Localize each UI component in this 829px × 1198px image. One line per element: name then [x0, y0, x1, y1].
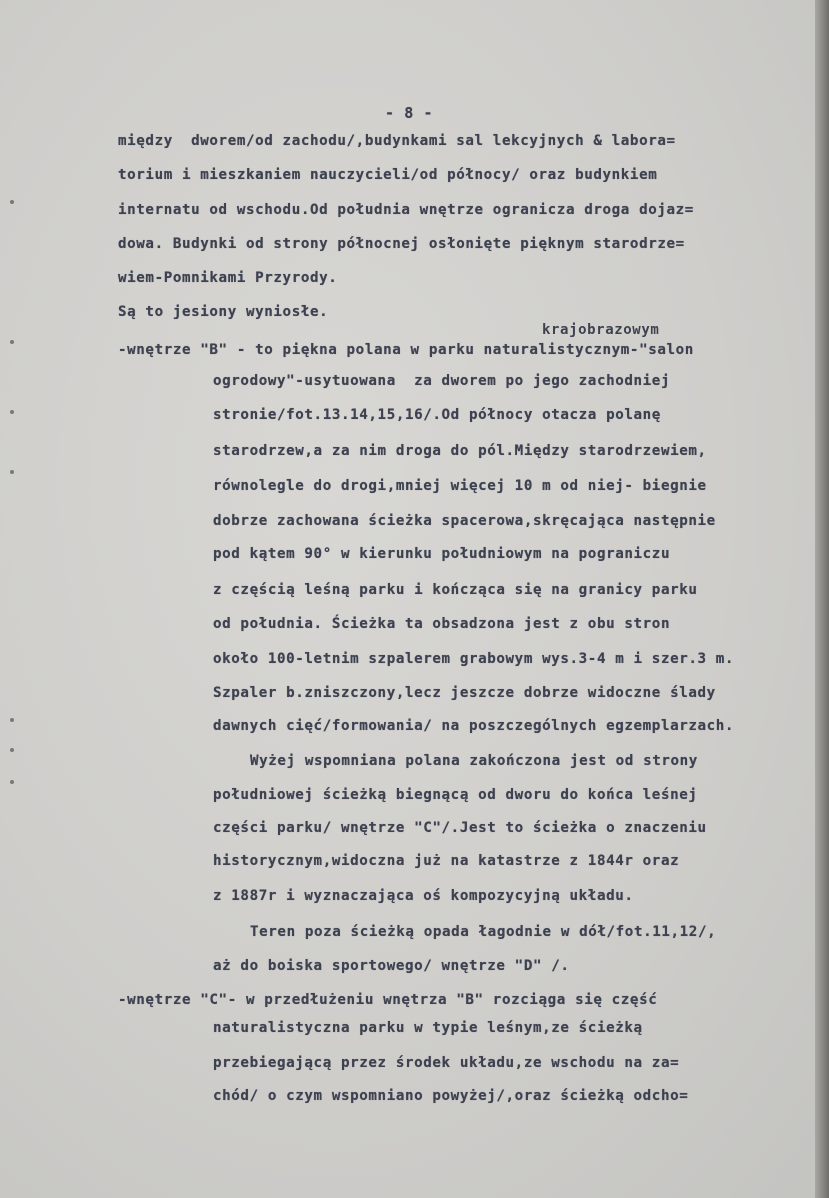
text-line: między dworem/od zachodu/,budynkami sal lekcyjnych & labora=	[118, 133, 676, 149]
text-line: dawnych cięć/formowania/ na poszczególnych egzemplarzach.	[213, 718, 735, 734]
text-line: południowej ścieżką biegnącą od dworu do końca leśnej	[213, 787, 698, 803]
punch-hole-mark	[10, 470, 14, 474]
text-line: starodrzew,a za nim droga do pól.Między starodrzewiem,	[213, 443, 707, 459]
text-line: wiem-Pomnikami Przyrody.	[118, 270, 338, 286]
text-line: Są to jesiony wyniosłe.	[118, 304, 329, 320]
text-line: Wyżej wspomniana polana zakończona jest od strony	[250, 753, 698, 769]
text-line: z częścią leśną parku i kończąca się na granicy parku	[213, 582, 698, 598]
text-line: od południa. Ścieżka ta obsadzona jest z obu stron	[213, 616, 671, 632]
punch-hole-mark	[10, 410, 14, 414]
page-number: - 8 -	[385, 104, 434, 122]
text-line: naturalistyczna parku w typie leśnym,ze ścieżką	[213, 1020, 643, 1036]
text-line: z 1887r i wyznaczająca oś kompozycyjną układu.	[213, 888, 634, 904]
text-line: Szpaler b.zniszczony,lecz jeszcze dobrze widoczne ślady	[213, 685, 716, 701]
text-line: równolegle do drogi,mniej więcej 10 m od niej- biegnie	[213, 478, 707, 494]
text-line: historycznym,widoczna już na katastrze z 1844r oraz	[213, 853, 680, 869]
punch-hole-mark	[10, 748, 14, 752]
punch-hole-mark	[10, 200, 14, 204]
text-line: ogrodowy"-usytuowana za dworem po jego zachodniej	[213, 373, 671, 389]
punch-hole-mark	[10, 718, 14, 722]
text-line: torium i mieszkaniem nauczycieli/od północy/ oraz budynkiem	[118, 167, 658, 183]
page-edge-shadow	[815, 0, 829, 1198]
punch-hole-mark	[10, 780, 14, 784]
text-line: dowa. Budynki od strony północnej osłonięte pięknym starodrze=	[118, 236, 685, 252]
text-line: chód/ o czym wspomniano powyżej/,oraz ścieżką odcho=	[213, 1088, 689, 1104]
text-line: -wnętrze "B" - to piękna polana w parku naturalistycznym-"salon	[118, 342, 694, 358]
text-line: -wnętrze "C"- w przedłużeniu wnętrza "B" rozciąga się część	[118, 992, 658, 1008]
text-line: przebiegającą przez środek układu,ze wschodu na za=	[213, 1055, 680, 1071]
punch-hole-mark	[10, 340, 14, 344]
text-line: aż do boiska sportowego/ wnętrze "D" /.	[213, 958, 570, 974]
text-line: dobrze zachowana ścieżka spacerowa,skręcająca następnie	[213, 513, 716, 529]
text-line: Teren poza ścieżką opada łagodnie w dół/fot.11,12/,	[250, 924, 717, 940]
text-line: internatu od wschodu.Od południa wnętrze ogranicza droga dojaz=	[118, 202, 694, 218]
text-line: części parku/ wnętrze "C"/.Jest to ścieżka o znaczeniu	[213, 820, 707, 836]
text-line: stronie/fot.13.14,15,16/.Od północy otacza polanę	[213, 407, 661, 423]
handwritten-insertion: krajobrazowym	[542, 322, 660, 338]
text-line: pod kątem 90° w kierunku południowym na pograniczu	[213, 546, 671, 562]
text-line: około 100-letnim szpalerem grabowym wys.3-4 m i szer.3 m.	[213, 651, 735, 667]
